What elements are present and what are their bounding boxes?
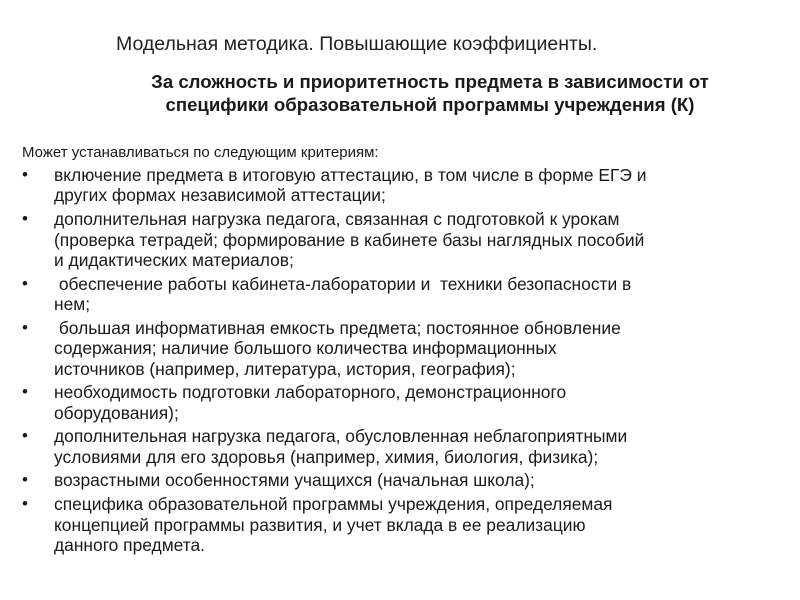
criteria-item-line: других формах независимой аттестации; (54, 185, 386, 206)
bullet-icon: • (22, 165, 28, 184)
subtitle-line-2: специфики образовательной программы учреждения (К) (165, 94, 695, 115)
criteria-item (22, 494, 792, 555)
criteria-item-line: специфика образовательной программы учреждения, определяемая (54, 494, 613, 515)
criteria-item (22, 209, 792, 270)
bullet-icon: • (22, 382, 28, 402)
criteria-item (22, 470, 792, 490)
criteria-item-line: (проверка тетрадей; формирование в кабинете базы наглядных пособий (54, 229, 645, 250)
slide-subtitle (70, 70, 790, 116)
slide-title: Модельная методика. Повышающие коэффициенты. (116, 33, 598, 55)
bullet-icon: • (22, 317, 28, 337)
criteria-item (22, 274, 792, 315)
criteria-item-line: концепцией программы развития, и учет вклада в ее реализацию (54, 514, 586, 535)
criteria-item-line: и дидактических материалов; (54, 249, 294, 270)
criteria-item-line: большая информативная емкость предмета; постоянное обновление (54, 317, 621, 338)
criteria-item-line: данного предмета. (54, 534, 206, 555)
criteria-item-line: дополнительная нагрузка педагога, обусловленная неблагоприятными (54, 426, 628, 447)
criteria-item (22, 318, 792, 379)
criteria-item-line: источников (например, литература, история, география); (54, 358, 516, 379)
criteria-item-line: условиями для его здоровья (например, химия, биология, физика); (54, 446, 599, 467)
criteria-list (22, 165, 792, 559)
criteria-item-line: нем; (54, 294, 91, 315)
criteria-item (22, 426, 792, 467)
criteria-item-line: обеспечение работы кабинета-лаборатории и техники безопасности в (54, 273, 632, 294)
criteria-item-line: включение предмета в итоговую аттестацию, в том числе в форме ЕГЭ и (54, 165, 647, 185)
criteria-item-line: содержания; наличие большого количества информационных (54, 338, 557, 359)
subtitle-line-1: За сложность и приоритетность предмета в зависимости от (151, 71, 709, 92)
criteria-intro: Может устанавливаться по следующим критериям: (22, 144, 379, 161)
criteria-item-line: оборудования); (54, 402, 179, 423)
criteria-item (22, 382, 792, 423)
criteria-item-line: необходимость подготовки лабораторного, демонстрационного (54, 382, 567, 403)
bullet-icon: • (22, 426, 28, 446)
bullet-icon: • (22, 273, 28, 293)
criteria-item (22, 165, 792, 206)
bullet-icon: • (22, 209, 28, 229)
criteria-item-line: дополнительная нагрузка педагога, связанная с подготовкой к урокам (54, 209, 620, 230)
bullet-icon: • (22, 470, 28, 490)
criteria-item-line: возрастными особенностями учащихся (начальная школа); (54, 470, 535, 491)
bullet-icon: • (22, 494, 28, 514)
